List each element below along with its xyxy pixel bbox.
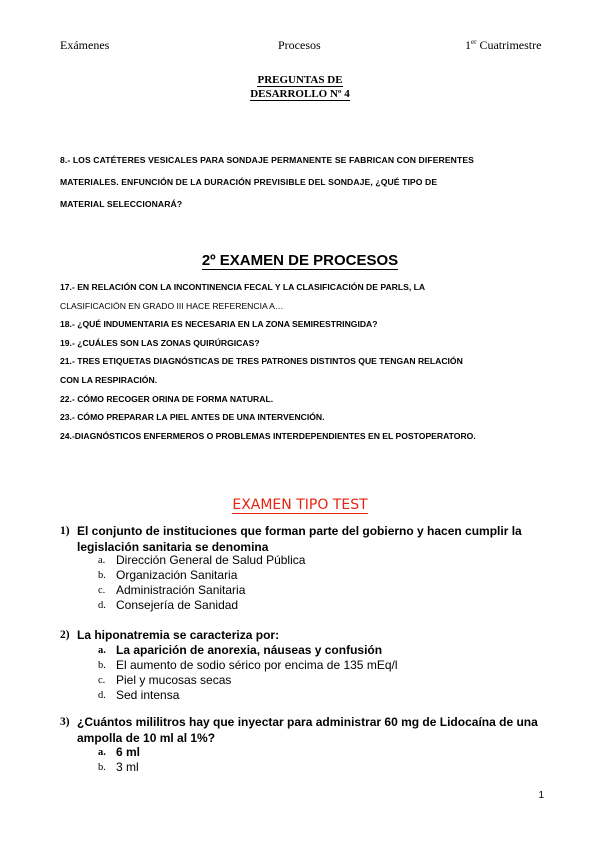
question-number: 1) (60, 525, 70, 537)
exam2-line: CLASIFICACIÓN EN GRADO III HACE REFERENCIA A… (60, 300, 284, 311)
test-question-1-options (98, 553, 305, 613)
test-question-2 (60, 627, 550, 643)
question-8 (60, 149, 550, 215)
question-8-line: MATERIALES. ENFUNCIÓN DE LA DURACIÓN PREVISIBLE DEL SONDAJE, ¿QUÉ TIPO DE (60, 177, 438, 187)
option: b. 3 ml (98, 760, 139, 774)
exam2-line: 19.- ¿CUÁLES SON LAS ZONAS QUIRÚRGICAS? (60, 337, 260, 348)
exam2-line: 22.- CÓMO RECOGER ORINA DE FORMA NATURAL. (60, 393, 274, 404)
test-question-3-options (98, 745, 140, 775)
preguntas-title-line2: DESARROLLO Nº 4 (250, 88, 350, 100)
option: b. El aumento de sodio sérico por encima de 135 mEq/l (98, 658, 398, 672)
exam2-line: 21.- TRES ETIQUETAS DIAGNÓSTICAS DE TRES PATRONES DISTINTOS QUE TENGAN RELACIÓN (60, 356, 463, 367)
option-correct: a. La aparición de anorexia, náuseas y confusión (98, 643, 383, 657)
header-right-num: 1 (465, 38, 471, 52)
exam2-line: 23.- CÓMO PREPARAR LA PIEL ANTES DE UNA INTERVENCIÓN. (60, 412, 325, 423)
test-title: EXAMEN TIPO TEST (232, 497, 368, 513)
option: c. Administración Sanitaria (98, 583, 246, 597)
question-8-line: MATERIAL SELECCIONARÁ? (60, 199, 183, 209)
question-text: legislación sanitaria se denomina (77, 540, 269, 554)
preguntas-title (0, 73, 600, 101)
exam2-line: CON LA RESPIRACIÓN. (60, 374, 158, 385)
test-question-1 (60, 523, 550, 555)
option: d. Sed intensa (98, 688, 180, 702)
option: a. Dirección General de Salud Pública (98, 553, 306, 567)
exam2-line: 18.- ¿QUÉ INDUMENTARIA ES NECESARIA EN LA ZONA SEMIRESTRINGIDA? (60, 319, 378, 330)
option-correct: a. 6 ml (98, 745, 141, 759)
exam2-line: 24.-DIAGNÓSTICOS ENFERMEROS O PROBLEMAS INTERDEPENDIENTES EN EL POSTOPERATORO. (60, 430, 476, 441)
question-8-line: 8.- LOS CATÉTERES VESICALES PARA SONDAJE PERMANENTE SE FABRICAN CON DIFERENTES (60, 155, 474, 165)
header-left: Exámenes (60, 38, 110, 52)
page-number: 1 (538, 790, 544, 801)
question-number: 2) (60, 629, 70, 641)
option: c. Piel y mucosas secas (98, 673, 232, 687)
option: d. Consejería de Sanidad (98, 598, 239, 612)
header-center: Procesos (278, 38, 321, 52)
test-question-3 (60, 714, 550, 746)
header-right-text: Cuatrimestre (476, 38, 542, 52)
question-text: La hiponatremia se caracteriza por: (77, 628, 280, 642)
question-number: 3) (60, 716, 70, 728)
question-text: El conjunto de instituciones que forman parte del gobierno y hacen cumplir la (77, 524, 522, 538)
option: b. Organización Sanitaria (98, 568, 238, 582)
preguntas-title-line1: PREGUNTAS DE (257, 74, 343, 86)
exam2-questions (60, 278, 476, 445)
question-text: ¿Cuántos mililitros hay que inyectar para administrar 60 mg de Lidocaína de una (77, 715, 538, 729)
exam2-line: 17.- EN RELACIÓN CON LA INCONTINENCIA FECAL Y LA CLASIFICACIÓN DE PARLS, LA (60, 282, 426, 292)
exam2-title: 2º EXAMEN DE PROCESOS (201, 252, 399, 269)
question-text: ampolla de 10 ml al 1%? (77, 731, 216, 745)
test-question-2-options (98, 643, 398, 703)
header-right (465, 38, 541, 53)
header-right-sup: er (471, 38, 477, 46)
